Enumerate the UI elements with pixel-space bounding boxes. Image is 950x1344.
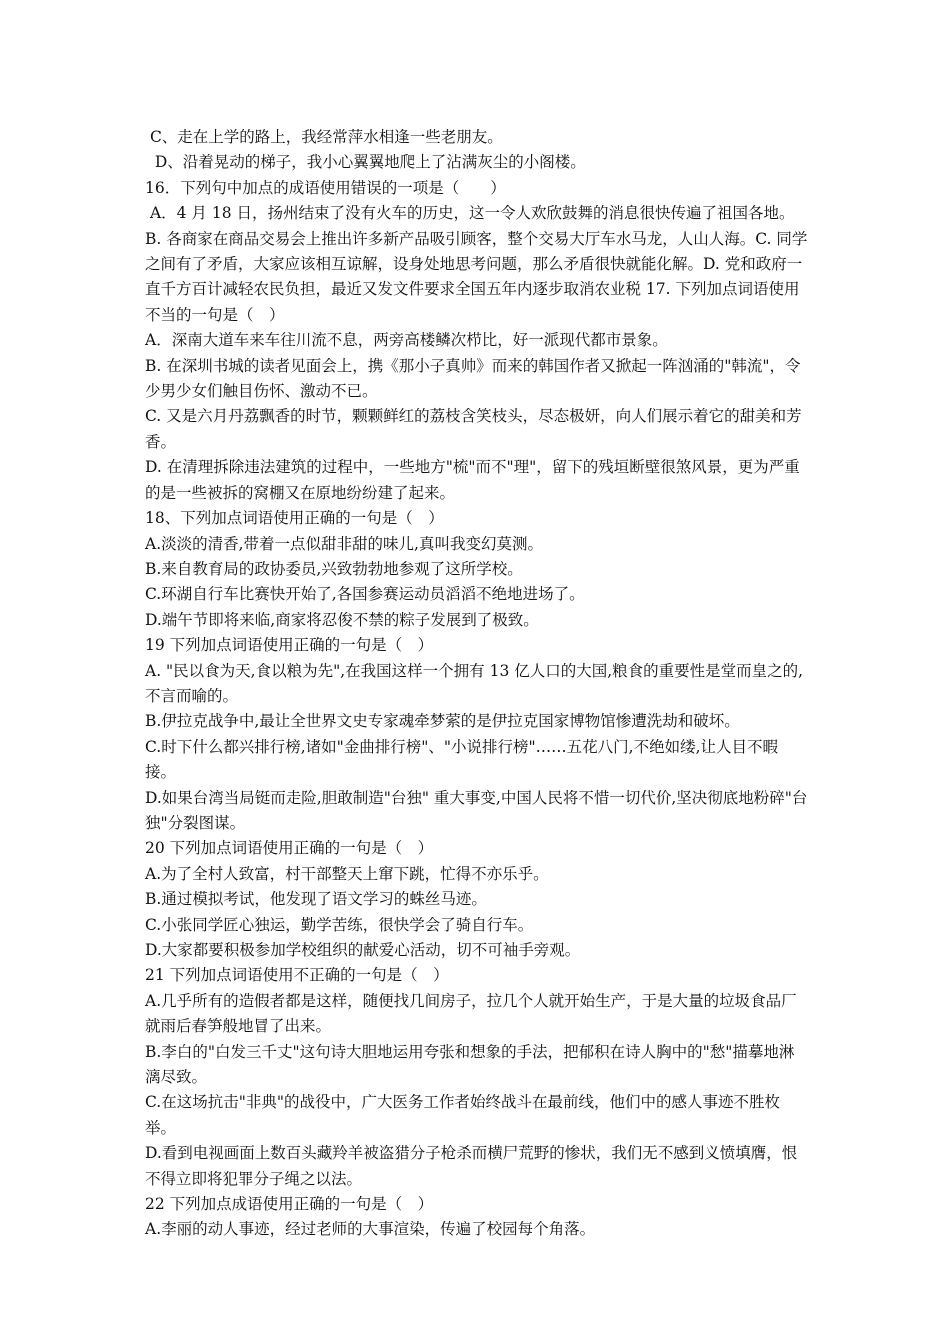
question-18: 18、下列加点词语使用正确的一句是（ ） (145, 509, 444, 528)
option-d-line: D、沿着晃动的梯子，我小心翼翼地爬上了沾满灰尘的小阁楼。 (145, 153, 586, 172)
q21-option-b: B.李白的"白发三千丈"这句诗大胆地运用夸张和想象的手法，把郁积在诗人胸中的"愁"描摹地淋漓尽致。 (145, 1042, 795, 1087)
q21-option-a: A.几乎所有的造假者都是这样，随便找几间房子，拉几个人就开始生产，于是大量的垃圾食品厂就雨后春笋般地冒了出来。 (145, 991, 797, 1036)
q16-options-bcd-and-q17: B. 各商家在商品交易会上推出许多新产品吸引顾客，整个交易大厅车水马龙，人山人海。C. 同学之间有了矛盾，大家应该相互谅解，设身处地思考问题，那么矛盾很快就能化解。D. 党和政府一直千方百计减轻农民负担，最近又发文件要求全国五年内逐步取消农业税 17. 下列加点词语使用不当的一句是（ ） (145, 229, 808, 324)
q18-option-c: C.环湖自行车比赛快开始了,各国参赛运动员滔滔不绝地进场了。 (145, 585, 585, 604)
q17-option-a: A．深南大道车来车往川流不息，两旁高楼鳞次栉比，好一派现代都市景象。 (145, 331, 668, 350)
q17-option-c: C. 又是六月丹荔飘香的时节，颗颗鲜红的荔枝含笑枝头，尽态极妍，向人们展示着它的甜美和芳香。 (145, 407, 802, 451)
question-21: 21 下列加点词语使用不正确的一句是（ ） (145, 966, 449, 985)
q17-option-d: D. 在清理拆除违法建筑的过程中，一些地方"梳"而不"理"，留下的残垣断壁很煞风景，更为严重的是一些被拆的窝棚又在原地纷纷建了起来。 (145, 458, 800, 502)
q20-option-c: C.小张同学匠心独运，勤学苦练，很快学会了骑自行车。 (145, 915, 534, 934)
q21-option-c: C.在这场抗击"非典"的战役中，广大医务工作者始终战斗在最前线，他们中的感人事迹不胜枚举。 (145, 1093, 780, 1137)
q19-option-a: A. "民以食为天,食以粮为先",在我国这样一个拥有 13 亿人口的大国,粮食的重要性是堂而皇之的,不言而喻的。 (145, 661, 804, 705)
document-page (145, 125, 809, 1243)
question-16: 16．下列句中加点的成语使用错误的一项是（ ） (145, 178, 506, 197)
q19-option-c: C.时下什么都兴排行榜,诸如"金曲排行榜"、"小说排行榜"……五花八门,不绝如缕,让人目不暇接。 (145, 737, 779, 782)
q18-option-a: A.淡淡的清香,带着一点似甜非甜的味儿,真叫我变幻莫测。 (145, 534, 543, 553)
question-20: 20 下列加点词语使用正确的一句是（ ） (145, 839, 434, 858)
q17-option-b: B. 在深圳书城的读者见面会上，携《那小子真帅》而来的韩国作者又掀起一阵汹涌的"韩流"，令少男少女们触目伤怀、激动不已。 (145, 356, 801, 401)
q20-option-a: A.为了全村人致富，村干部整天上窜下跳，忙得不亦乐乎。 (145, 864, 549, 883)
q16-option-a: A．4 月 18 日，扬州结束了没有火车的历史，这一令人欢欣鼓舞的消息很快传遍了祖国各地。 (145, 204, 795, 223)
q20-option-b: B.通过模拟考试，他发现了语文学习的蛛丝马迹。 (145, 890, 487, 909)
question-19: 19 下列加点词语使用正确的一句是（ ） (145, 636, 434, 655)
option-c-line: C、走在上学的路上，我经常萍水相逢一些老朋友。 (145, 128, 503, 146)
q20-option-d: D.大家都要积极参加学校组织的献爱心活动，切不可袖手旁观。 (145, 941, 581, 959)
q22-option-a: A.李丽的动人事迹，经过老师的大事渲染，传遍了校园每个角落。 (145, 1220, 596, 1239)
q19-option-d: D.如果台湾当局铤而走险,胆敢制造"台独" 重大事变,中国人民将不惜一切代价,坚决彻底地粉碎"台独"分裂图谋。 (145, 788, 808, 832)
q18-option-b: B.来自教育局的政协委员,兴致勃勃地参观了这所学校。 (145, 559, 523, 578)
q19-option-b: B.伊拉克战争中,最让全世界文史专家魂牵梦萦的是伊拉克国家博物馆惨遭洗劫和破坏。 (145, 712, 740, 731)
q21-option-d: D.看到电视画面上数百头藏羚羊被盗猎分子枪杀而横尸荒野的惨状，我们无不感到义愤填膺，恨不得立即将犯罪分子绳之以法。 (145, 1144, 798, 1188)
question-22: 22 下列加点成语使用正确的一句是（ ） (145, 1195, 434, 1214)
q18-option-d: D.端午节即将来临,商家将忍俊不禁的粽子发展到了极致。 (145, 610, 539, 629)
